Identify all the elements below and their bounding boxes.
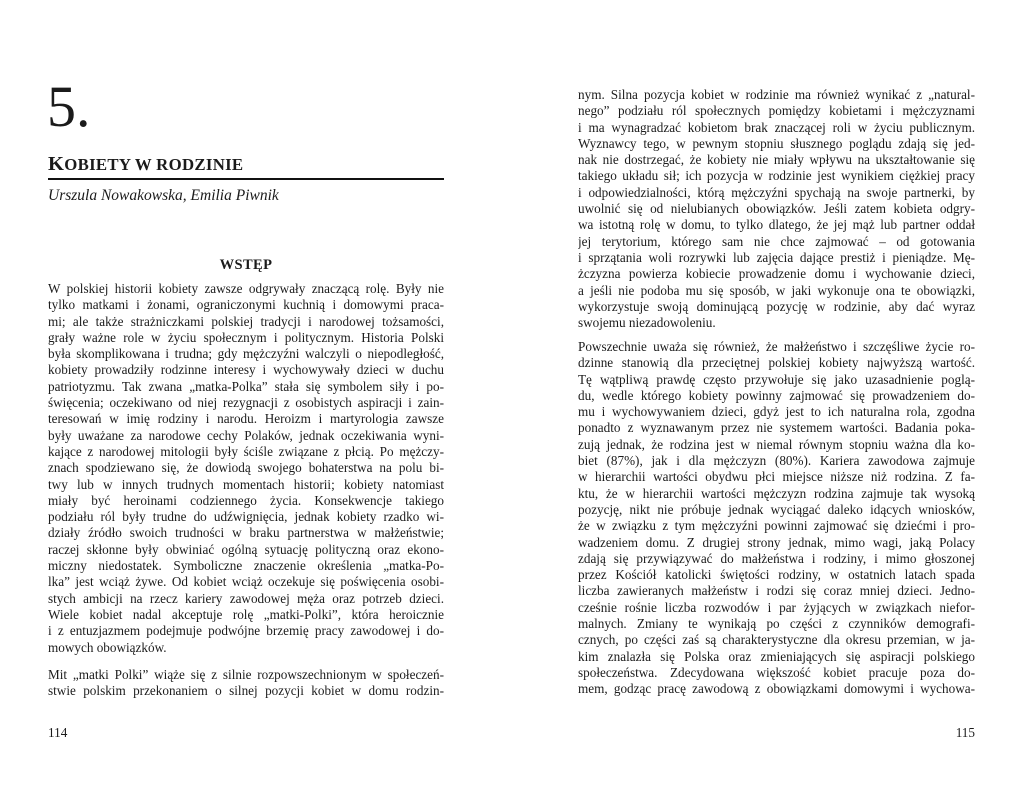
text-line: wa istotną rolę w domu, to tylko dlatego, że jej mąż lub partner oddał <box>578 217 975 233</box>
text-line: twy lub w innych trudnych momentach historii; kobiety natomiast <box>48 476 444 492</box>
text-line: Wyznawcy tego, w pewnym stopniu słusznego poglądu zdają się jed- <box>578 135 975 151</box>
chapter-authors: Urszula Nowakowska, Emilia Piwnik <box>48 187 279 204</box>
text-line: nym. Silna pozycja kobiet w rodzinie ma również wynikać z „natural- <box>578 87 975 102</box>
text-line: W polskiej historii kobiety zawsze odgrywały znaczącą rolę. Były nie <box>48 281 444 296</box>
text-line: i z entuzjazmem podejmuje podwójne brzemię pracy zawodowej i do- <box>48 623 444 639</box>
text-line: dzinne stanowią dla przeciętnej polskiej kobiety najwyższą wartość. <box>578 355 975 371</box>
page-number-right: 115 <box>955 725 975 740</box>
text-line: wykorzystuje swoją dominującą pozycję w rodzinie, aby dać wyraz <box>578 298 975 314</box>
text-line: zują jednak, że rodzina jest w niemal równym stopniu ważna dla ko- <box>578 436 975 452</box>
text-line: była skomplikowana i trudna; gdy mężczyźni walczyli o niepodległość, <box>48 346 444 362</box>
text-line: a jeśli nie podoba mu się sposób, w jaki wykonuje ona te obowiązki, <box>578 282 975 298</box>
text-line: znach spodziewano się, że dowiodą swojego bohaterstwa na polu bi- <box>48 460 444 476</box>
text-line: ktu, że w hierarchii wartości mężczyzn rodzina zajmuje tak wysoką <box>578 485 975 501</box>
title-rule <box>48 178 444 180</box>
chapter-title: KOBIETY W RODZINIE <box>48 153 244 175</box>
text-line: działy źródło swoich trudności w braku partnerstwa w małżeństwie; <box>48 525 444 541</box>
section-heading: WSTĘP <box>219 257 273 273</box>
page-number-left: 114 <box>48 725 68 740</box>
text-line: mowych obowiązków. <box>48 639 167 655</box>
text-line: w hierarchii wartości obydwu płci miejsce niższe niż rodzina. Z fa- <box>578 469 975 485</box>
text-line: jej terytorium, którego sam nie chce zajmować – od gotowania <box>578 233 975 249</box>
text-line: społeczeństwa. Zdecydowana większość kobiet pracuje poza do- <box>578 664 975 680</box>
text-line: pozycję, nikt nie próbuje jednak wyciągać daleko idących wniosków, <box>578 501 975 517</box>
text-line: podziału ról były trudne do udźwignięcia, jednak kobiety rzadko wi- <box>48 509 444 525</box>
text-line: mu i wychowywaniem dzieci, gdyż jest to ich naturalna rola, zgodna <box>578 404 975 420</box>
text-line: malnych. Zmiany te wynikają po części z czynników demografi- <box>578 616 975 632</box>
text-line: i sprzątania woli rozrywki lub zajęcia dające prestiż i pieniądze. Mę- <box>578 249 975 265</box>
text-line: przez Kościół katolicki świętości rodziny, w ostatnich latach spada <box>578 567 975 583</box>
text-line: cznych, po części zaś są charakterystyczne dla okresu przemian, w ja- <box>578 632 975 648</box>
text-line: wadzeniem domu. Z drugiej strony jednak, mimo wagi, jaką Polacy <box>578 534 975 550</box>
text-line: Tę wątpliwą prawdę często przywołuje się jako uzasadnienie poglą- <box>578 371 975 387</box>
text-line: miczny niedostatek. Symboliczne znaczenie określenia „matka-Po- <box>48 558 444 574</box>
text-line: raczej skłonne były obwiniać ogólną sytuację polityczną oraz ekono- <box>48 541 444 557</box>
text-line: Powszechnie uważa się również, że małżeństwo i szczęśliwe życie ro- <box>578 339 975 354</box>
text-line: du, wedle którego kobiety powinny zajmować się prowadzeniem do- <box>578 387 975 403</box>
text-line: kim znalazła się Polska oraz zmieniających się aspiracji polskiego <box>578 648 975 664</box>
text-line: stych ambicji na rzecz kariery zawodowej męża oraz potrzeb dzieci. <box>48 590 444 606</box>
text-line: takiego układu sił; ich pozycja w rodzinie jest wynikiem ciężkiej pracy <box>578 168 975 184</box>
text-line: liczba zawieranych małżeństw i rodzi się coraz mniej dzieci. Jedno- <box>578 583 975 599</box>
text-line: tylko matkami i żonami, ograniczonymi kuchnią i domowymi praca- <box>48 297 444 313</box>
text-line: mem, godząc pracę zawodową z obowiązkami domowymi i wychowa- <box>578 681 975 697</box>
text-line: ponadto z wyznawanym przez nie systemem wartości. Badania poka- <box>578 420 975 436</box>
text-line: lka” jest wciąż żywe. Od kobiet wciąż oczekuje się poświęcenia osobi- <box>48 574 444 590</box>
text-line: żczyzna powierza kobiecie prowadzenie domu i wychowanie dzieci, <box>578 266 975 282</box>
chapter-number: 5. <box>47 74 91 139</box>
text-line: mi; ale także strażniczkami polskiej tradycji i narodowej tożsamości, <box>48 313 444 329</box>
text-line: i odpowiedzialności, którą mężczyźni spychają na swoje partnerki, by <box>578 184 975 200</box>
text-line: nak nie dostrzegać, że kobiety nie miały wpływu na ukształtowanie się <box>578 152 975 168</box>
text-line: kające z narodowej mitologii były ściśle związane z płcią. Po mężczy- <box>48 443 444 459</box>
text-line: były uważane za narodowe cechy Polaków, jednak oczekiwania wyni- <box>48 427 444 443</box>
text-line: i ma wynagradzać kobietom brak znaczącej roli w życiu publicznym. <box>578 119 975 135</box>
text-line: że w związku z tym mężczyźni powinni zajmować się dziećmi i pro- <box>578 518 975 534</box>
text-line: kobiety prowadziły rodzinne interesy i wychowywały dzieci w duchu <box>48 362 444 378</box>
left-paragraph-1 <box>48 281 444 656</box>
text-line: patriotyzmu. Tak zwana „matka-Polka” stała się symbolem siły i po- <box>48 378 444 394</box>
text-line: Wiele kobiet nadal akceptuje rolę „matki-Polki”, która heroicznie <box>48 606 444 622</box>
text-line: cześnie rośnie liczba rozwodów i par żyjących w związkach niefor- <box>578 599 975 615</box>
text-line: nego” podziału ról społecznych pomiędzy kobietami i mężczyznami <box>578 103 975 119</box>
text-line: swojemu niezadowoleniu. <box>578 315 716 331</box>
text-line: uwolnić się od nielubianych obowiązków. Jeśli zatem kobieta odgry- <box>578 201 975 217</box>
text-line: grały ważne role w życiu społecznym i politycznym. Historia Polski <box>48 329 444 345</box>
left-paragraph-2 <box>48 667 444 700</box>
text-line: Mit „matki Polki” wiąże się z silnie rozpowszechnionym w społeczeń- <box>48 667 444 682</box>
text-line: święcenia; oczekiwano od niej rezygnacji z osobistych aspiracji i zain- <box>48 395 444 411</box>
right-paragraph-1 <box>578 87 975 331</box>
text-line: biet (87%), jak i dla mężczyzn (80%). Kariera zawodowa zajmuje <box>578 453 975 469</box>
text-line: zdają się przywiązywać do małżeństwa i rodziny, i mimo głoszonej <box>578 550 975 566</box>
text-line: miały być heroinami codziennego życia. Konsekwencje takiego <box>48 492 444 508</box>
text-line: stwie polskim przekonaniem o silnej pozycji kobiet w domu rodzin- <box>48 683 444 699</box>
text-line: teresowań w imię rodziny i narodu. Heroizm i martyrologia zawsze <box>48 411 444 427</box>
right-paragraph-2 <box>578 339 975 698</box>
